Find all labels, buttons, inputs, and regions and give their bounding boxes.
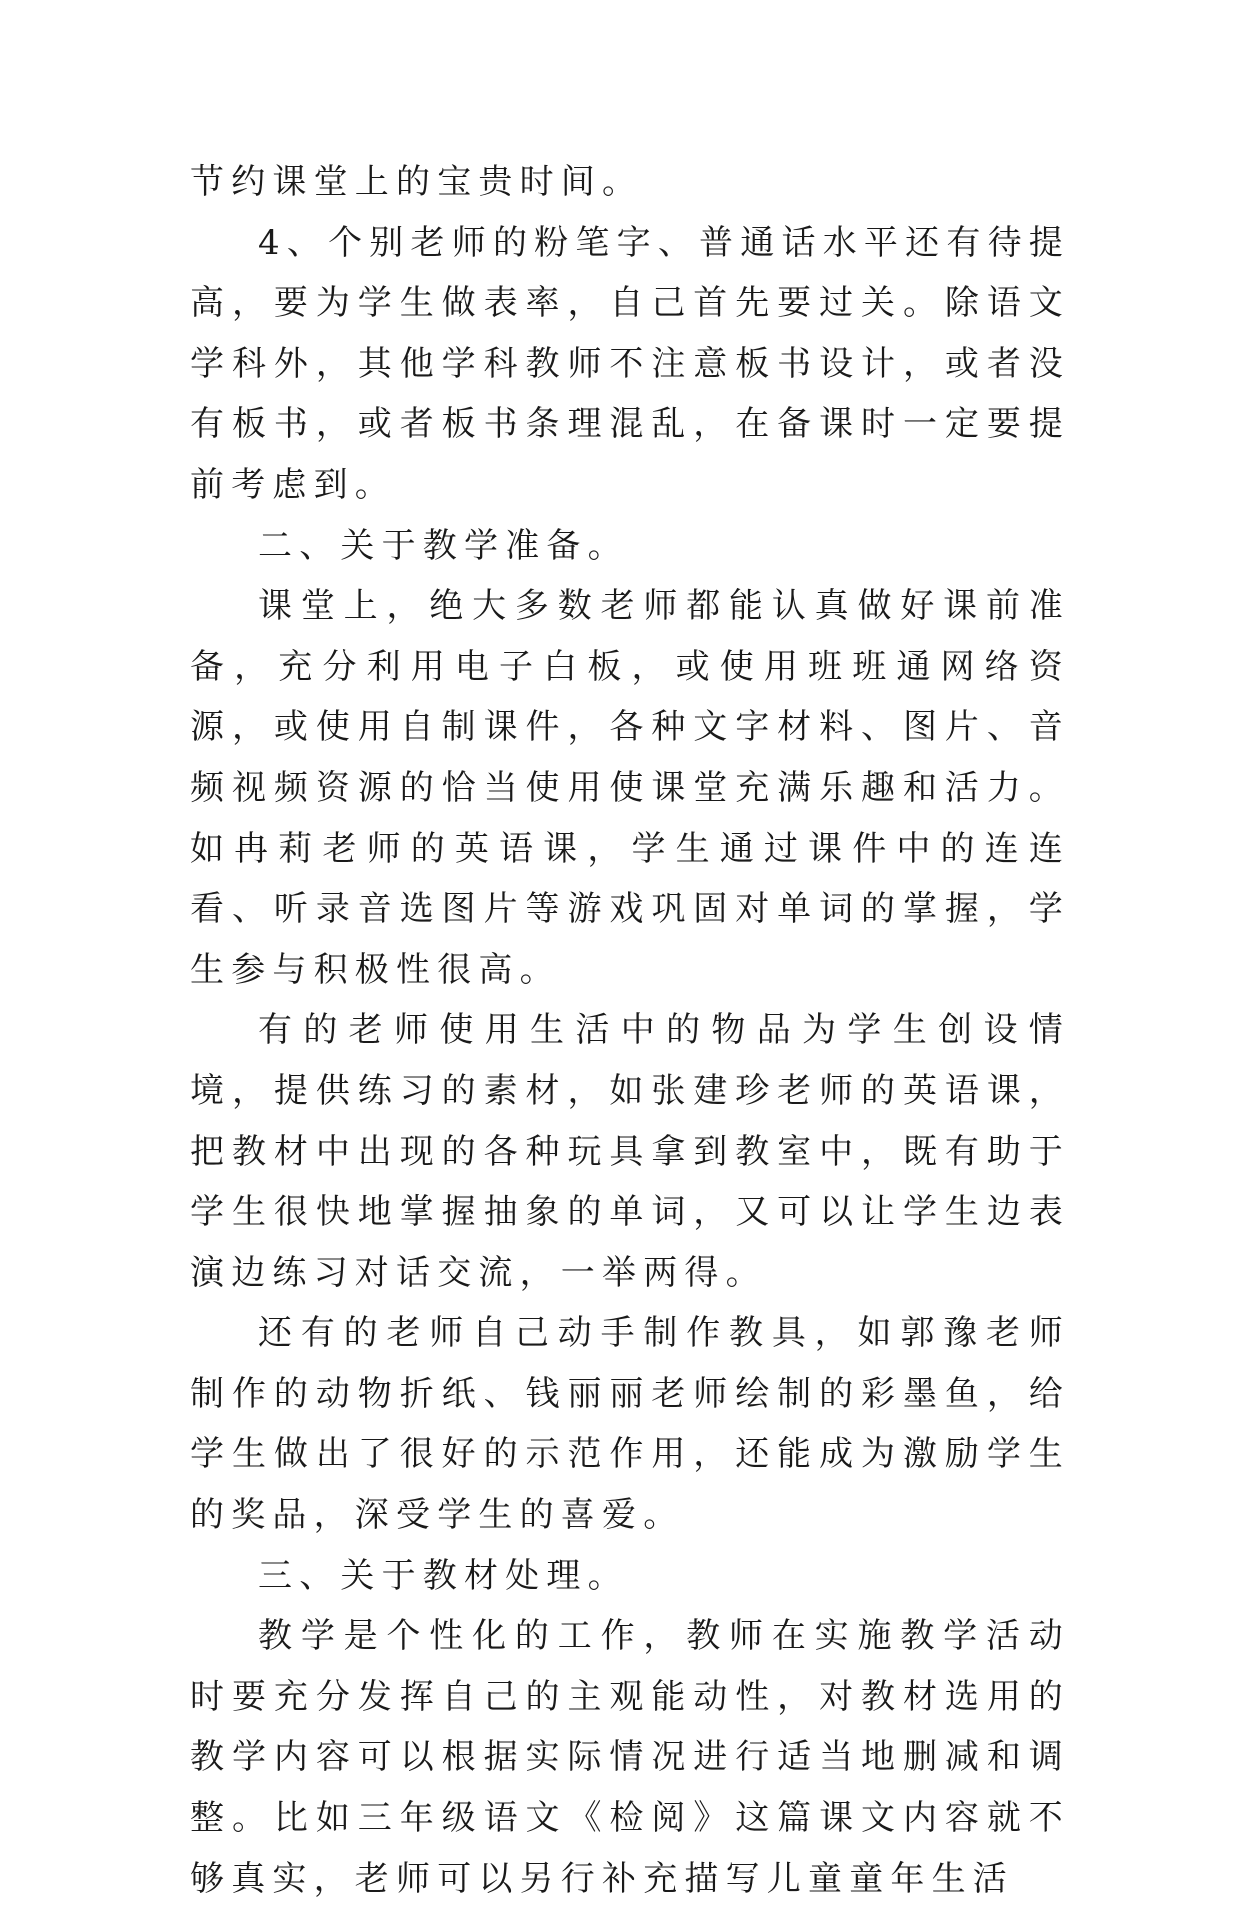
paragraph-textbook-handling: 教学是个性化的工作，教师在实施教学活动时要充分发挥自己的主观能动性，对教材选用的教学内容可以根据实际情况进行适当地删减和调整。比如三年级语文《检阅》这篇课文内容就不够真实，老师可以另行补充描写儿童童年生活 [190,1616,1070,1899]
paragraph-handmade-aids: 还有的老师自己动手制作教具，如郭豫老师制作的动物折纸、钱丽丽老师绘制的彩墨鱼，给学生做出了很好的示范作用，还能成为激励学生的奖品，深受学生的喜爱。 [190,1313,1070,1536]
paragraph-life-objects: 有的老师使用生活中的物品为学生创设情境，提供练习的素材，如张建珍老师的英语课，把教材中出现的各种玩具拿到教室中，既有助于学生很快地掌握抽象的单词，又可以让学生边表演边练习对话交流，一举两得。 [190,1010,1070,1293]
section-heading-textbook-handling: 三、关于教材处理。 [258,1555,629,1596]
paragraph-continuation: 节约课堂上的宝贵时间。 [190,162,644,202]
document-body [190,152,1070,1909]
section-heading-teaching-preparation: 二、关于教学准备。 [258,525,629,566]
paragraph-item-4: 4、个别老师的粉笔字、普通话水平还有待提高，要为学生做表率，自己首先要过关。除语文学科外，其他学科教师不注意板书设计，或者没有板书，或者板书条理混乱，在备课时一定要提前考虑到。 [190,222,1070,505]
paragraph-classroom-preparation: 课堂上，绝大多数老师都能认真做好课前准备，充分利用电子白板，或使用班班通网络资源，或使用自制课件，各种文字材料、图片、音频视频资源的恰当使用使课堂充满乐趣和活力。如冉莉老师的英语课，学生通过课件中的连连看、听录音选图片等游戏巩固对单词的掌握，学生参与积极性很高。 [190,586,1070,990]
